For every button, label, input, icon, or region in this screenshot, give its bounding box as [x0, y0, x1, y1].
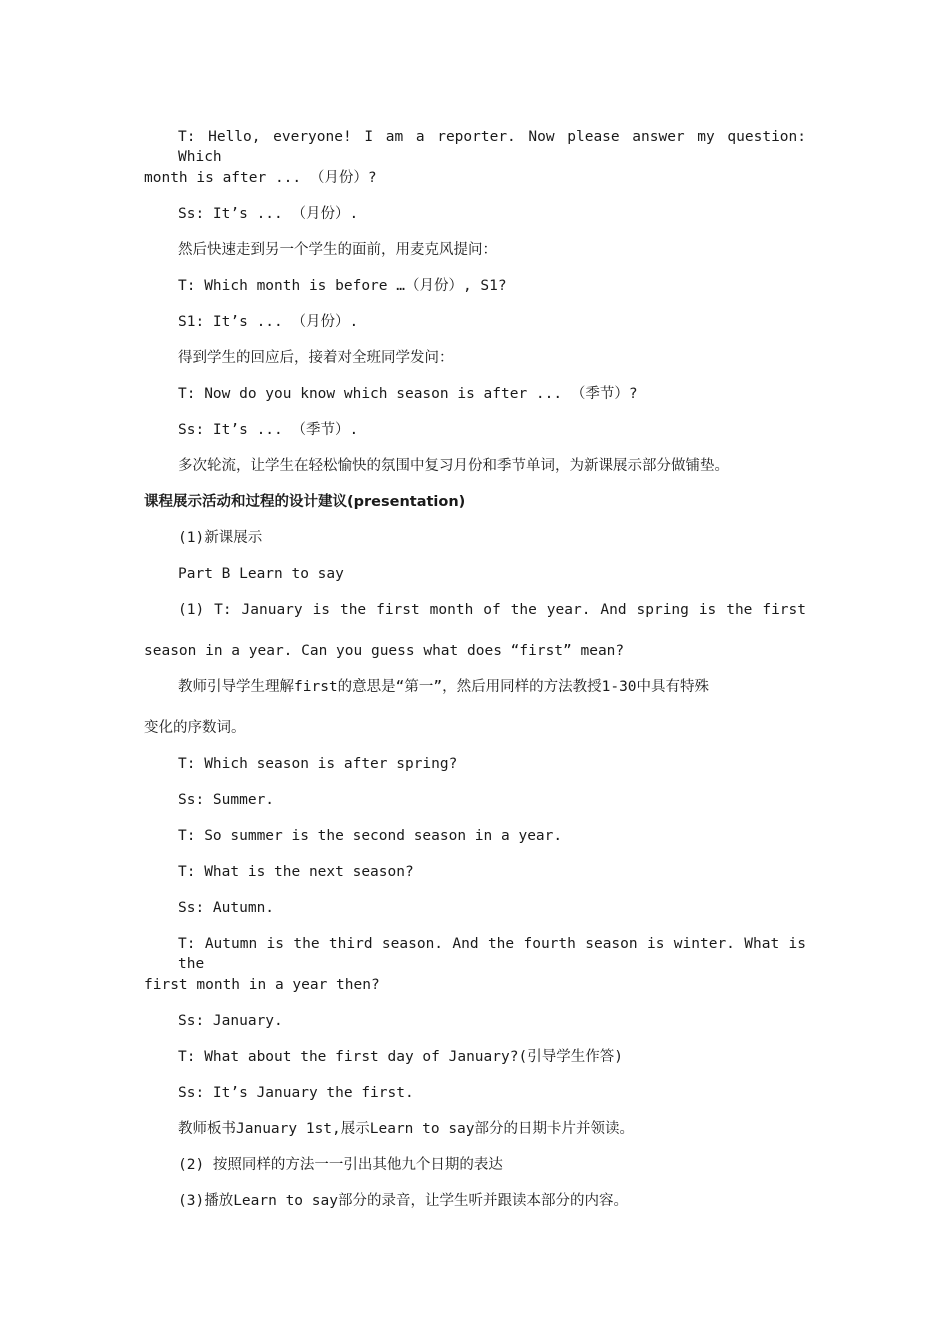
paragraph-line: 教师引导学生理解first的意思是“第一”，然后用同样的方法教授1-30中具有特殊 — [178, 679, 710, 695]
paragraph-line: month is after ... （月份）? — [144, 170, 377, 186]
paragraph-line: Ss: It’s ... （季节）. — [178, 422, 359, 438]
paragraph-line: (1) T: January is the first month of the year. And spring is the first — [178, 602, 806, 618]
paragraph-line: S1: It’s ... （月份）. — [178, 314, 359, 330]
paragraph-line: Ss: Autumn. — [178, 900, 275, 916]
paragraph-line: Ss: It’s January the first. — [178, 1085, 414, 1101]
paragraph-line: (3)播放Learn to say部分的录音，让学生听并跟读本部分的内容。 — [178, 1193, 628, 1209]
paragraph-line: 多次轮流，让学生在轻松愉快的氛围中复习月份和季节单词，为新课展示部分做铺垫。 — [178, 458, 729, 474]
paragraph-line: T: Hello, everyone! I am a reporter. Now please answer my question: Which — [178, 129, 806, 165]
paragraph-line: 然后快速走到另一个学生的面前，用麦克风提问： — [178, 242, 497, 258]
paragraph-line: T: Autumn is the third season. And the fourth season is winter. What is the — [178, 936, 806, 972]
paragraph-line: Ss: January. — [178, 1013, 283, 1029]
paragraph-line: Ss: Summer. — [178, 792, 275, 808]
paragraph-line: 得到学生的回应后，接着对全班同学发问： — [178, 350, 454, 366]
paragraph-line: season in a year. Can you guess what does “first” mean? — [144, 643, 625, 659]
paragraph-line: T: Which month is before …（月份）, S1? — [178, 278, 507, 294]
paragraph-line: Ss: It’s ... （月份）. — [178, 206, 359, 222]
paragraph-line: T: Which season is after spring? — [178, 756, 458, 772]
paragraph-line: T: So summer is the second season in a year. — [178, 828, 563, 844]
paragraph-line: 教师板书January 1st,展示Learn to say部分的日期卡片并领读。 — [178, 1121, 635, 1137]
paragraph-line: 变化的序数词。 — [144, 720, 246, 736]
paragraph-line: first month in a year then? — [144, 977, 380, 993]
paragraph-line: (1)新课展示 — [178, 530, 263, 546]
paragraph-line: (2) 按照同样的方法一一引出其他九个日期的表达 — [178, 1157, 503, 1173]
paragraph-line: T: What about the first day of January?(引导学生作答) — [178, 1049, 623, 1065]
paragraph-line: T: Now do you know which season is after ... （季节）? — [178, 386, 638, 402]
section-heading: 课程展示活动和过程的设计建议(presentation) — [144, 494, 466, 510]
paragraph-line: Part B Learn to say — [178, 566, 344, 582]
paragraph-line: T: What is the next season? — [178, 864, 414, 880]
